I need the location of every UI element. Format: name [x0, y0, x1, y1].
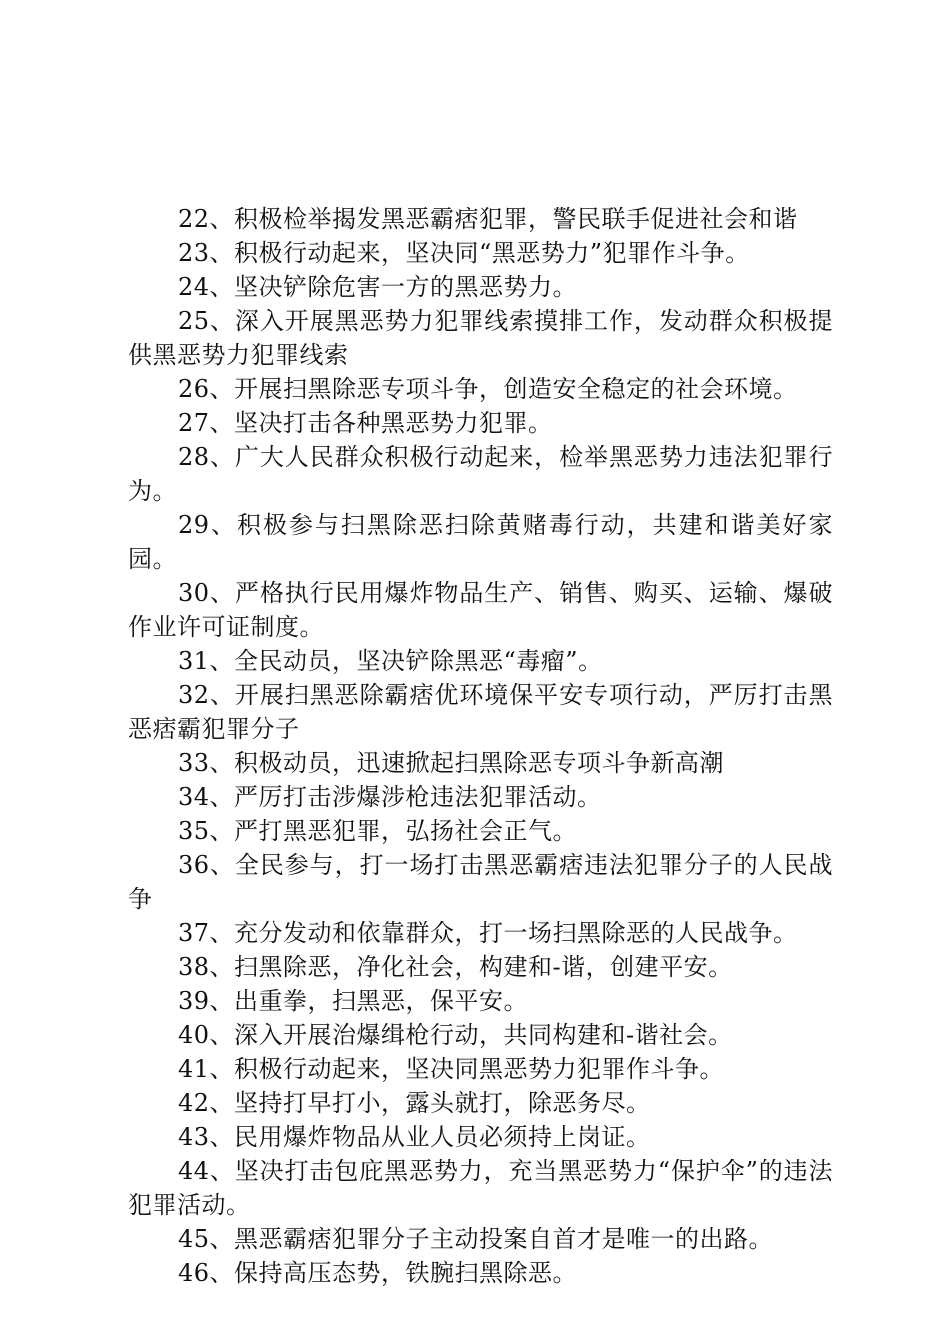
paragraph-22: 22、积极检举揭发黑恶霸痞犯罪，警民联手促进社会和谐	[178, 205, 798, 233]
paragraph-44: 44、坚决打击包庇黑恶势力，充当黑恶势力“保护伞”的违法犯罪活动。	[128, 1157, 833, 1219]
paragraph-31: 31、全民动员，坚决铲除黑恶“毒瘤”。	[178, 647, 603, 675]
paragraph-29: 29、积极参与扫黑除恶扫除黄赌毒行动，共建和谐美好家园。	[128, 511, 833, 573]
paragraph-42: 42、坚持打早打小，露头就打，除恶务尽。	[178, 1089, 651, 1117]
paragraph-46: 46、保持高压态势，铁腕扫黑除恶。	[178, 1259, 578, 1287]
paragraph-36: 36、全民参与，打一场打击黑恶霸痞违法犯罪分子的人民战争	[128, 851, 833, 913]
paragraph-28: 28、广大人民群众积极行动起来，检举黑恶势力违法犯罪行为。	[128, 443, 833, 505]
paragraph-40: 40、深入开展治爆缉枪行动，共同构建和-谐社会。	[178, 1021, 733, 1049]
paragraph-30: 30、严格执行民用爆炸物品生产、销售、购买、运输、爆破作业许可证制度。	[128, 579, 833, 641]
paragraph-41: 41、积极行动起来，坚决同黑恶势力犯罪作斗争。	[178, 1055, 725, 1083]
paragraph-43: 43、民用爆炸物品从业人员必须持上岗证。	[178, 1123, 651, 1151]
paragraph-32: 32、开展扫黑恶除霸痞优环境保平安专项行动，严厉打击黑恶痞霸犯罪分子	[128, 681, 833, 743]
document-body	[128, 202, 833, 1290]
paragraph-33: 33、积极动员，迅速掀起扫黑除恶专项斗争新高潮	[178, 749, 725, 777]
paragraph-24: 24、坚决铲除危害一方的黑恶势力。	[178, 273, 578, 301]
paragraph-39: 39、出重拳，扫黑恶，保平安。	[178, 987, 529, 1015]
paragraph-27: 27、坚决打击各种黑恶势力犯罪。	[178, 409, 553, 437]
paragraph-38: 38、扫黑除恶，净化社会，构建和-谐，创建平安。	[178, 953, 733, 981]
paragraph-26: 26、开展扫黑除恶专项斗争，创造安全稳定的社会环境。	[178, 375, 798, 403]
paragraph-37: 37、充分发动和依靠群众，打一场扫黑除恶的人民战争。	[178, 919, 798, 947]
paragraph-23: 23、积极行动起来，坚决同“黑恶势力”犯罪作斗争。	[178, 239, 750, 267]
paragraph-45: 45、黑恶霸痞犯罪分子主动投案自首才是唯一的出路。	[178, 1225, 774, 1253]
paragraph-34: 34、严厉打击涉爆涉枪违法犯罪活动。	[178, 783, 602, 811]
paragraph-35: 35、严打黑恶犯罪，弘扬社会正气。	[178, 817, 578, 845]
paragraph-25: 25、深入开展黑恶势力犯罪线索摸排工作，发动群众积极提供黑恶势力犯罪线索	[128, 307, 833, 369]
